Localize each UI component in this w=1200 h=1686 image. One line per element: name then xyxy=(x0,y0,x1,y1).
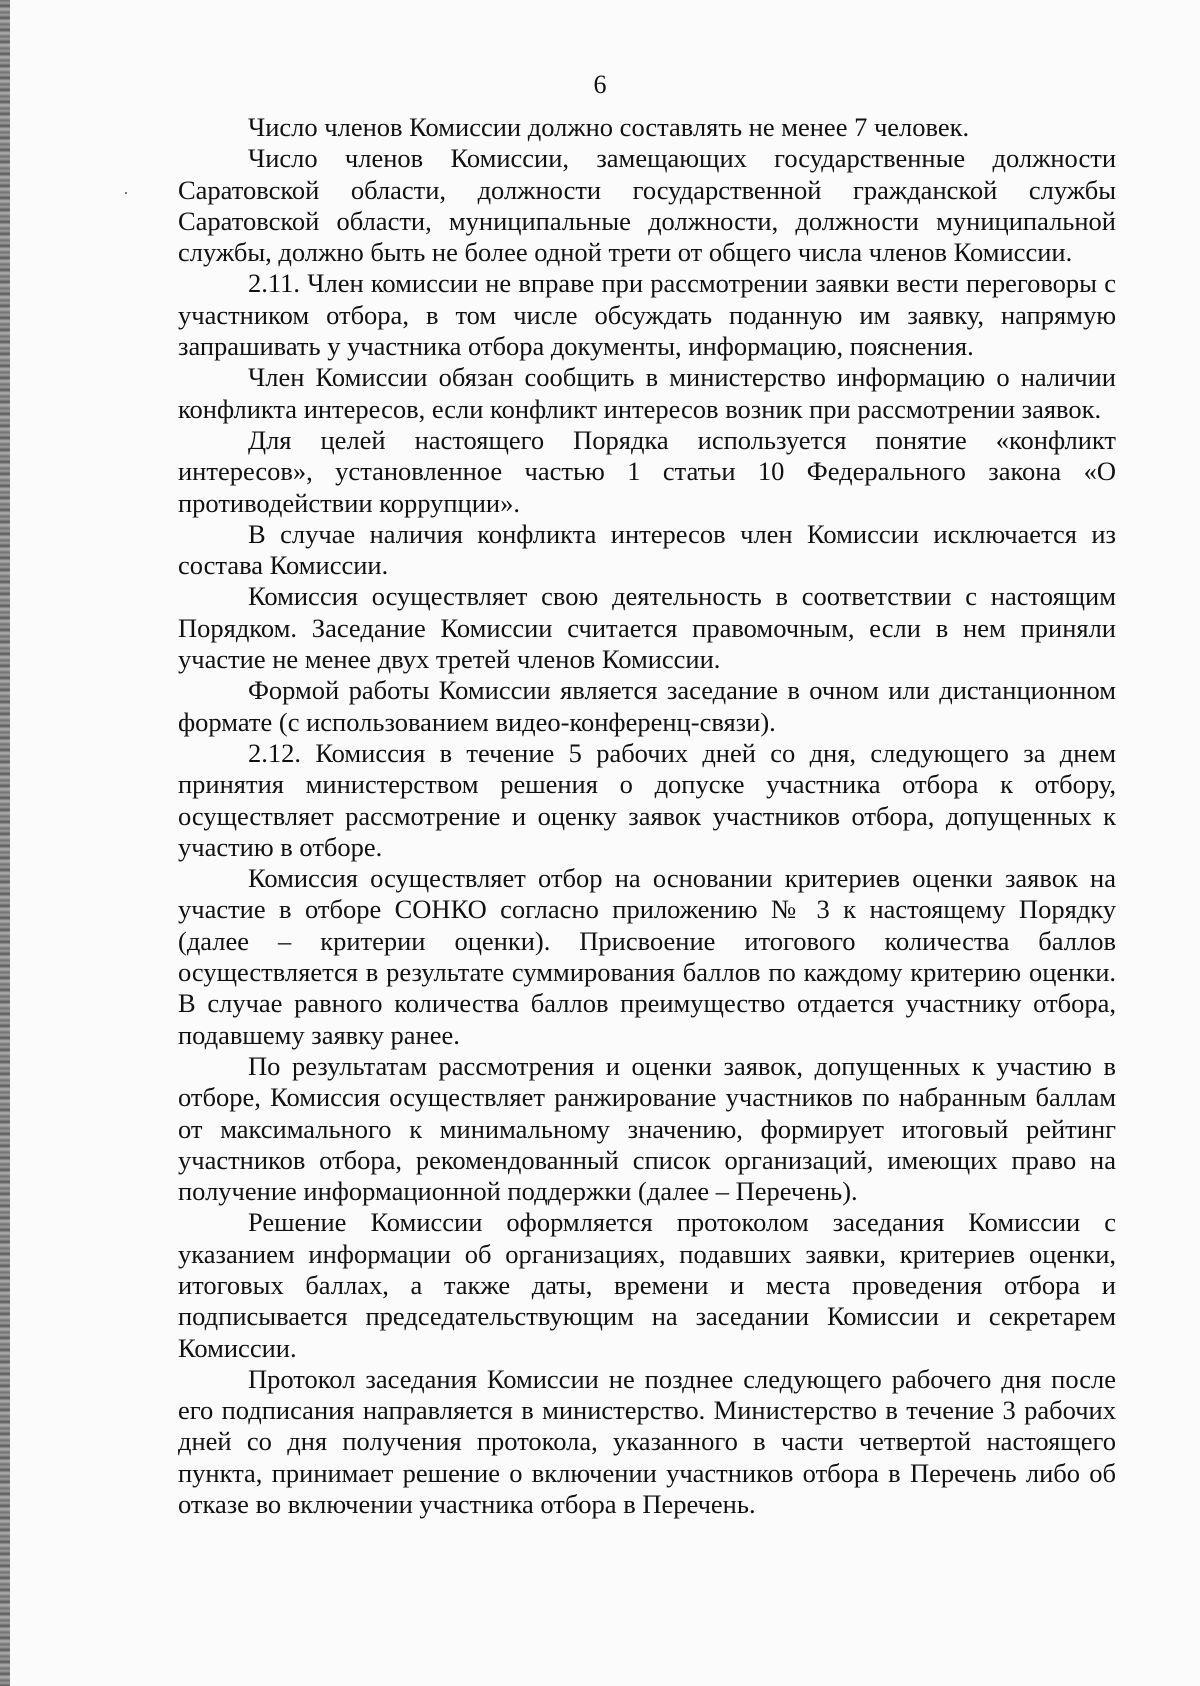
paragraph: Число членов Комиссии, замещающих государственные должности Саратовской области, должности государственной гражданской службы Саратовской области, муниципальные должности, должности муниципальной службы, должно быть не более одной трети от общего числа членов Комиссии. xyxy=(178,143,1116,268)
paragraph: Решение Комиссии оформляется протоколом заседания Комиссии с указанием информации об организациях, подавших заявки, критериев оценки, итоговых баллах, а также даты, времени и места проведения отбора и подписывается председательствующим на заседании Комиссии и секретарем Комиссии. xyxy=(178,1207,1116,1363)
paragraph: Для целей настоящего Порядка используется понятие «конфликт интересов», установленное частью 1 статьи 10 Федерального закона «О противодействии коррупции». xyxy=(178,424,1116,518)
paragraph: По результатам рассмотрения и оценки заявок, допущенных к участию в отборе, Комиссия осуществляет ранжирование участников по набранным баллам от максимального к минимальному значению, формирует итоговый рейтинг участников отбора, рекомендованный список организаций, имеющих право на получение информационной поддержки (далее – Перечень). xyxy=(178,1050,1116,1207)
document-body xyxy=(178,112,1116,1520)
paragraph: Член Комиссии обязан сообщить в министерство информацию о наличии конфликта интересов, если конфликт интересов возник при рассмотрении заявок. xyxy=(178,362,1116,424)
paragraph: Протокол заседания Комиссии не позднее следующего рабочего дня после его подписания направляется в министерство. Министерство в течение 3 рабочих дней со дня получения протокола, указанного в части четвертой настоящего пункта, принимает решение о включении участников отбора в Перечень либо об отказе во включении участника отбора в Перечень. xyxy=(178,1363,1116,1520)
paragraph: 2.11. Член комиссии не вправе при рассмотрении заявки вести переговоры с участником отбора, в том числе обсуждать поданную им заявку, напрямую запрашивать у участника отбора документы, информацию, пояснения. xyxy=(178,268,1116,362)
paragraph: Комиссия осуществляет свою деятельность в соответствии с настоящим Порядком. Заседание Комиссии считается правомочным, если в нем приняли участие не менее двух третей членов Комиссии. xyxy=(178,581,1116,675)
scan-speck xyxy=(125,192,127,194)
paragraph: Число членов Комиссии должно составлять не менее 7 человек. xyxy=(248,112,970,142)
paragraph: Комиссия осуществляет отбор на основании критериев оценки заявок на участие в отборе СОНКО согласно приложению № 3 к настоящему Порядку (далее – критерии оценки). Присвоение итогового количества баллов осуществляется в результате суммирования баллов по каждому критерию оценки. В случае равного количества баллов преимущество отдается участнику отбора, подавшему заявку ранее. xyxy=(178,863,1116,1050)
paragraph: В случае наличия конфликта интересов член Комиссии исключается из состава Комиссии. xyxy=(178,518,1116,581)
paragraph: 2.12. Комиссия в течение 5 рабочих дней со дня, следующего за днем принятия министерством решения о допуске участника отбора к отбору, осуществляет рассмотрение и оценку заявок участников отбора, допущенных к участию в отборе. xyxy=(178,737,1116,862)
scan-edge xyxy=(0,0,10,1686)
page-number: 6 xyxy=(593,70,607,99)
paragraph: Формой работы Комиссии является заседание в очном или дистанционном формате (с использованием видео-конференц-связи). xyxy=(178,675,1116,737)
